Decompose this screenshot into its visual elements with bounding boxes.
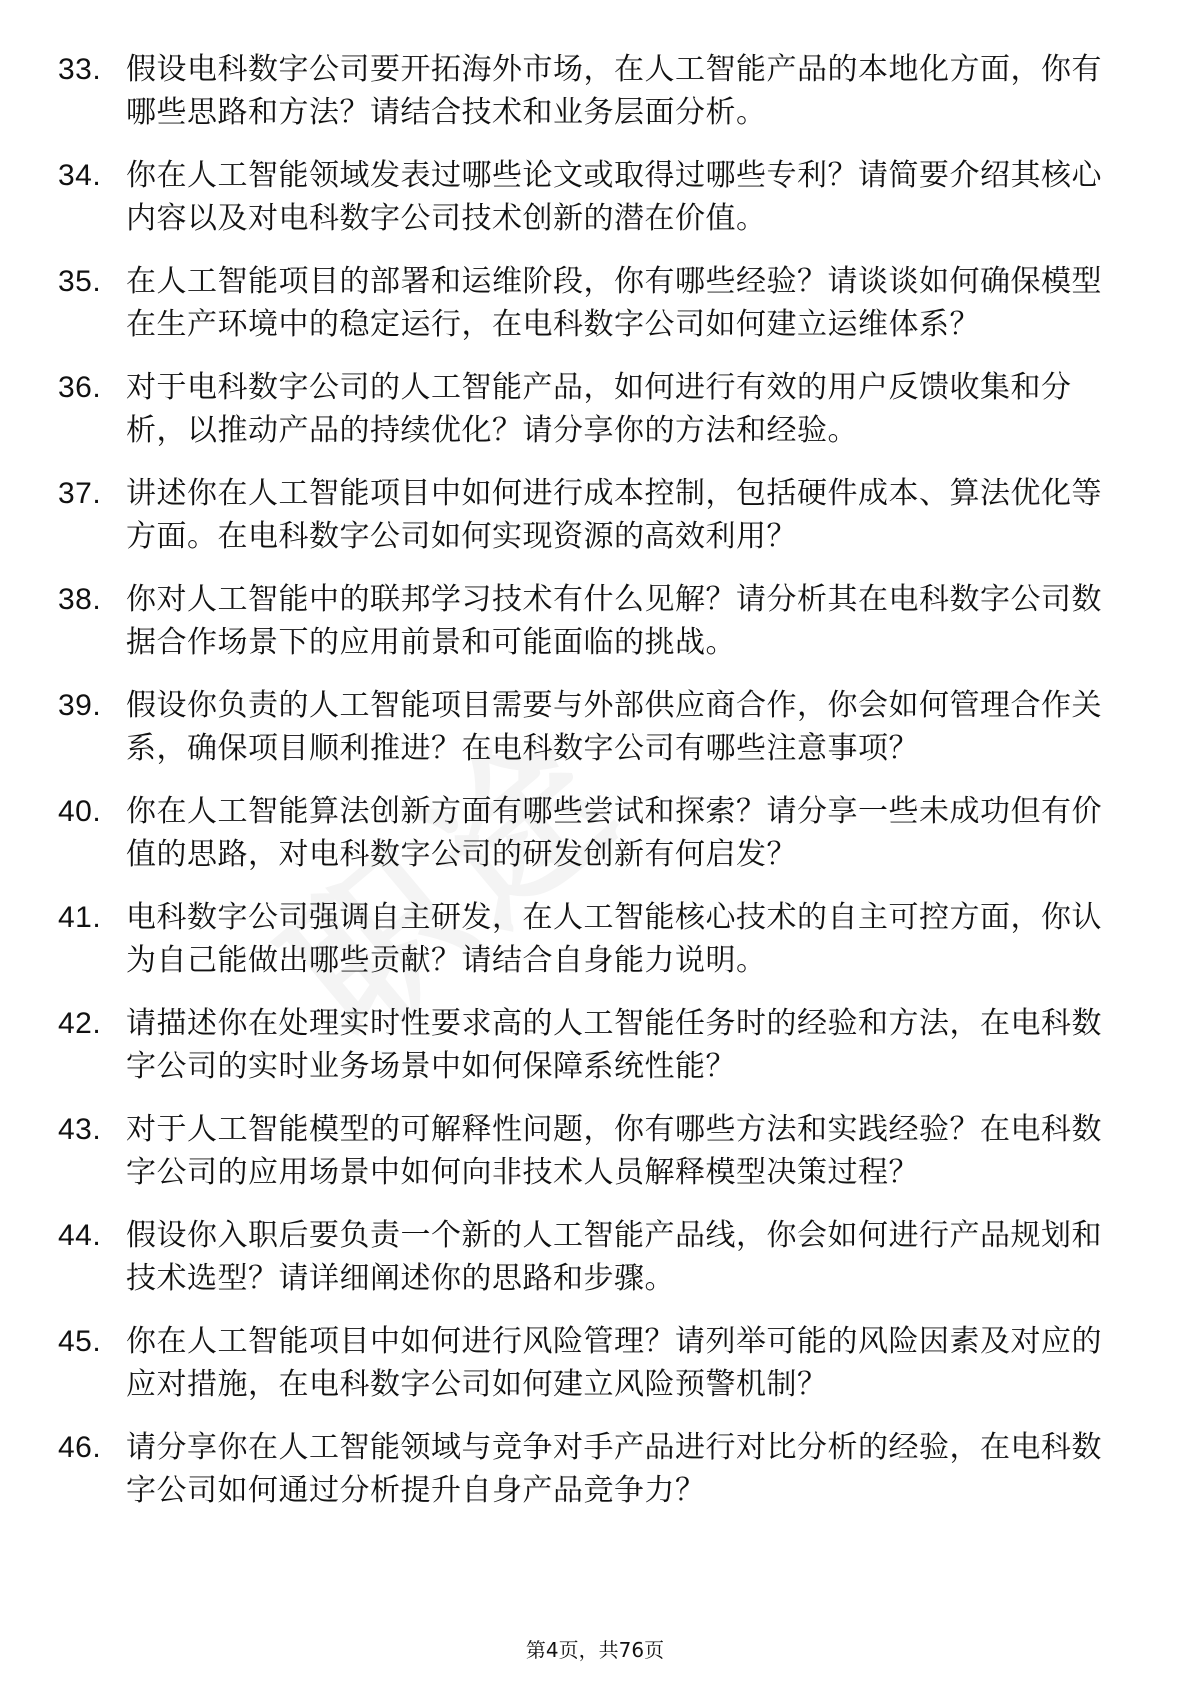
question-item [58, 684, 1118, 770]
question-text: 请描述你在处理实时性要求高的人工智能任务时的经验和方法，在电科数字公司的实时业务场景中如何保障系统性能？ [126, 1006, 1102, 1084]
question-number: 34. [58, 159, 102, 192]
question-number: 42. [58, 1007, 102, 1040]
question-text: 对于人工智能模型的可解释性问题，你有哪些方法和实践经验？在电科数字公司的应用场景中如何向非技术人员解释模型决策过程？ [126, 1112, 1102, 1190]
question-list [58, 48, 1118, 1532]
question-text: 电科数字公司强调自主研发，在人工智能核心技术的自主可控方面，你认为自己能做出哪些贡献？请结合自身能力说明。 [126, 900, 1102, 978]
question-text: 讲述你在人工智能项目中如何进行成本控制，包括硬件成本、算法优化等方面。在电科数字公司如何实现资源的高效利用？ [126, 476, 1102, 554]
question-text: 对于电科数字公司的人工智能产品，如何进行有效的用户反馈收集和分析，以推动产品的持续优化？请分享你的方法和经验。 [126, 370, 1072, 448]
question-text: 在人工智能项目的部署和运维阶段，你有哪些经验？请谈谈如何确保模型在生产环境中的稳定运行，在电科数字公司如何建立运维体系？ [126, 264, 1102, 342]
question-item [58, 1214, 1118, 1300]
question-item [58, 1320, 1118, 1406]
question-item [58, 578, 1118, 664]
question-number: 45. [58, 1325, 102, 1358]
question-text: 请分享你在人工智能领域与竞争对手产品进行对比分析的经验，在电科数字公司如何通过分析提升自身产品竞争力？ [126, 1430, 1102, 1508]
question-number: 41. [58, 901, 102, 934]
question-text: 假设电科数字公司要开拓海外市场，在人工智能产品的本地化方面，你有哪些思路和方法？请结合技术和业务层面分析。 [126, 52, 1102, 130]
question-number: 40. [58, 795, 102, 828]
question-item [58, 472, 1118, 558]
question-number: 46. [58, 1431, 102, 1464]
question-text: 你在人工智能算法创新方面有哪些尝试和探索？请分享一些未成功但有价值的思路，对电科数字公司的研发创新有何启发？ [126, 794, 1102, 872]
question-number: 39. [58, 689, 102, 722]
question-number: 43. [58, 1113, 102, 1146]
question-text: 你在人工智能项目中如何进行风险管理？请列举可能的风险因素及对应的应对措施，在电科数字公司如何建立风险预警机制？ [126, 1324, 1102, 1402]
question-number: 36. [58, 371, 102, 404]
question-number: 35. [58, 265, 102, 298]
question-item [58, 896, 1118, 982]
question-number: 33. [58, 53, 102, 86]
question-number: 37. [58, 477, 102, 510]
question-item [58, 1002, 1118, 1088]
question-item [58, 48, 1118, 134]
question-item [58, 366, 1118, 452]
question-number: 44. [58, 1219, 102, 1252]
question-item [58, 1426, 1118, 1512]
question-number: 38. [58, 583, 102, 616]
question-text: 你对人工智能中的联邦学习技术有什么见解？请分析其在电科数字公司数据合作场景下的应用前景和可能面临的挑战。 [126, 582, 1102, 660]
question-text: 你在人工智能领域发表过哪些论文或取得过哪些专利？请简要介绍其核心内容以及对电科数字公司技术创新的潜在价值。 [126, 158, 1102, 236]
question-item [58, 154, 1118, 240]
question-item [58, 260, 1118, 346]
page-footer: 第4页，共76页 [525, 1638, 665, 1662]
question-text: 假设你入职后要负责一个新的人工智能产品线，你会如何进行产品规划和技术选型？请详细阐述你的思路和步骤。 [126, 1218, 1102, 1296]
question-item [58, 790, 1118, 876]
question-item [58, 1108, 1118, 1194]
question-text: 假设你负责的人工智能项目需要与外部供应商合作，你会如何管理合作关系，确保项目顺利推进？在电科数字公司有哪些注意事项？ [126, 688, 1102, 766]
